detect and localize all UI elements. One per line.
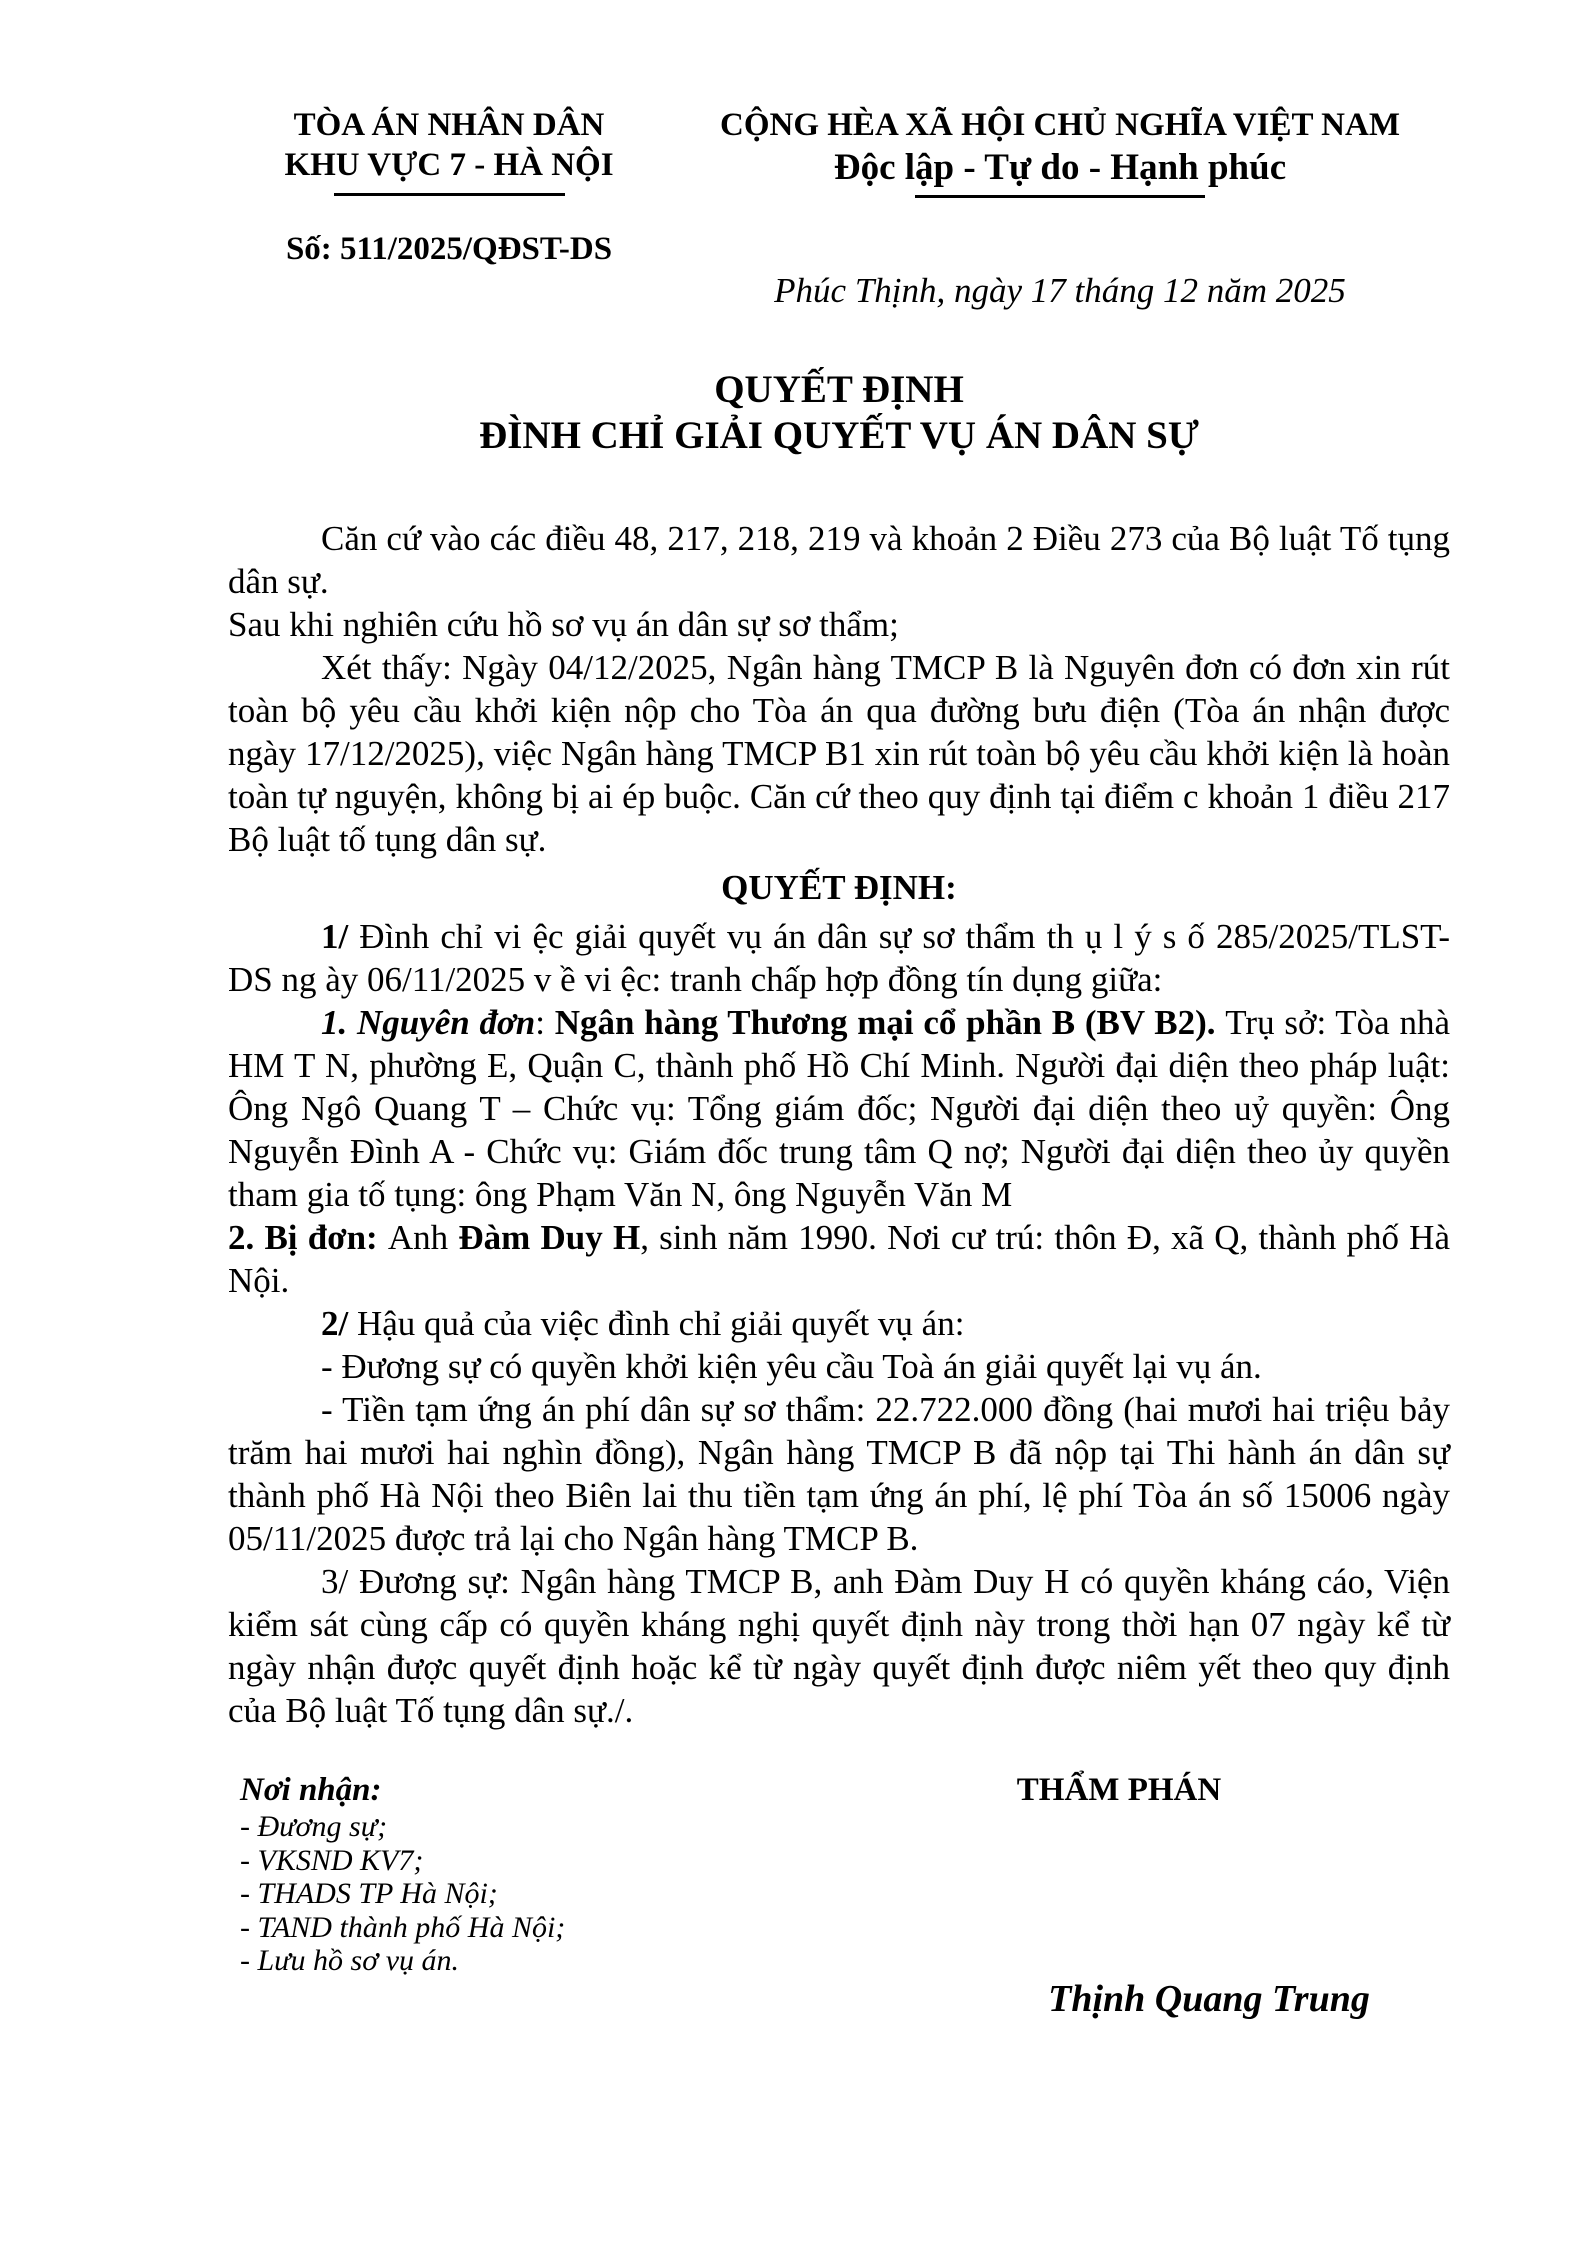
national-title: CỘNG HÈA XÃ HỘI CHỦ NGHĨA VIỆT NAM bbox=[720, 107, 1400, 143]
national-motto-block bbox=[670, 105, 1450, 269]
paragraph-right-to-sue: - Đương sự có quyền khởi kiện yêu cầu Toà án giải quyết lại vụ án. bbox=[321, 1347, 1262, 1386]
paragraph-finding: Xét thấy: Ngày 04/12/2025, Ngân hàng TMCP B là Nguyên đơn có đơn xin rút toàn bộ yêu cầu khởi kiện nộp cho Tòa án qua đường bưu điện (Tòa án nhận được ngày 17/12/2025), việc Ngân hàng TMCP B1 xin rút toàn bộ yêu cầu khởi kiện là hoàn toàn tự nguyện, không bị ai ép buộc. Căn cứ theo quy định tại điểm c khoản 1 điều 217 Bộ luật tố tụng dân sự. bbox=[228, 648, 1450, 859]
title-line1: QUYẾT ĐỊNH bbox=[714, 368, 964, 411]
plaintiff-colon: : bbox=[535, 1003, 555, 1042]
recipient-item: - TAND thành phố Hà Nội; bbox=[240, 1910, 566, 1944]
paragraph-review: Sau khi nghiên cứu hồ sơ vụ án dân sự sơ thẩm; bbox=[228, 605, 899, 644]
national-motto: Độc lập - Tự do - Hạnh phúc bbox=[833, 147, 1287, 188]
paragraph-appeal-rights: 3/ Đương sự: Ngân hàng TMCP B, anh Đàm Duy H có quyền kháng cáo, Viện kiểm sát cùng cấp có quyền kháng nghị quyết định này trong thời hạn 07 ngày kể từ ngày nhận được quyết định hoặc kể từ ngày quyết định được niêm yết theo quy định của Bộ luật Tố tụng dân sự./. bbox=[228, 1562, 1450, 1730]
decision-1-text: Đình chỉ vi ệc giải quyết vụ án dân sự sơ thẩm th ụ l ý s ố 285/2025/TLST-DS ng ày 06/11/2025 v ề vi ệc: tranh chấp hợp đồng tín dụng giữa: bbox=[228, 917, 1450, 999]
court-name-line2: KHU VỰC 7 - HÀ NỘI bbox=[284, 147, 614, 183]
document-body bbox=[228, 517, 1450, 1732]
recipients-block bbox=[228, 1770, 788, 2022]
document-footer bbox=[228, 1770, 1450, 2022]
paragraph-decision-1 bbox=[228, 915, 1450, 1001]
defendant-details: , sinh năm 1990. Nơi cư trú: thôn Đ, xã Q, thành phố Hà Nội. bbox=[228, 1218, 1450, 1300]
document-title bbox=[228, 367, 1450, 459]
recipient-item: - Đương sự; bbox=[240, 1810, 388, 1843]
recipients-label: Nơi nhận: bbox=[240, 1772, 382, 1808]
document-header bbox=[228, 105, 1450, 269]
decision-heading: QUYẾT ĐỊNH: bbox=[721, 868, 957, 907]
judge-title: THẨM PHÁN bbox=[1016, 1772, 1222, 1808]
court-block bbox=[228, 105, 670, 269]
judge-name: Thịnh Quang Trung bbox=[1048, 1978, 1370, 2020]
plaintiff-label: 1. Nguyên đơn bbox=[321, 1003, 536, 1042]
paragraph-legal-basis: Căn cứ vào các điều 48, 217, 218, 219 và khoản 2 Điều 273 của Bộ luật Tố tụng dân sự. bbox=[228, 519, 1450, 601]
motto-underline bbox=[915, 195, 1205, 198]
recipient-item: - THADS TP Hà Nội; bbox=[240, 1877, 498, 1910]
plaintiff-name: Ngân hàng Thương mại cổ phần B (BV B2). bbox=[554, 1003, 1226, 1042]
decision-2-number: 2/ bbox=[321, 1304, 349, 1343]
recipient-item: - Lưu hồ sơ vụ án. bbox=[240, 1944, 460, 1977]
decision-1-number: 1/ bbox=[321, 917, 349, 956]
decision-2-text: Hậu quả của việc đình chỉ giải quyết vụ án: bbox=[348, 1304, 965, 1343]
recipient-item: - VKSND KV7; bbox=[240, 1843, 424, 1877]
title-line2: ĐÌNH CHỈ GIẢI QUYẾT VỤ ÁN DÂN SỰ bbox=[479, 414, 1199, 457]
document-number: Số: 511/2025/QĐST-DS bbox=[285, 231, 613, 267]
court-name-line1: TÒA ÁN NHÂN DÂN bbox=[293, 107, 605, 143]
paragraph-fee-refund: - Tiền tạm ứng án phí dân sự sơ thẩm: 22.722.000 đồng (hai mươi hai triệu bảy trăm hai mươi hai nghìn đồng), Ngân hàng TMCP B đã nộp tại Thi hành án dân sự thành phố Hà Nội theo Biên lai thu tiền tạm ứng án phí, lệ phí Tòa án số 15006 ngày 05/11/2025 được trả lại cho Ngân hàng TMCP B. bbox=[228, 1390, 1450, 1558]
paragraph-decision-2 bbox=[228, 1302, 1450, 1345]
paragraph-defendant bbox=[228, 1216, 1450, 1302]
paragraph-plaintiff bbox=[228, 1001, 1450, 1216]
court-underline bbox=[334, 193, 565, 196]
place-date-line: Phúc Thịnh, ngày 17 tháng 12 năm 2025 bbox=[774, 271, 1346, 310]
defendant-pre: Anh bbox=[387, 1218, 459, 1257]
defendant-name: Đàm Duy H bbox=[458, 1218, 641, 1257]
plaintiff-details: Trụ sở: Tòa nhà HM T N, phường E, Quận C, thành phố Hồ Chí Minh. Người đại diện theo pháp luật: Ông Ngô Quang T – Chức vụ: Tổng giám đốc; Người đại diện theo uỷ quyền: Ông Nguyễn Đình A - Chức vụ: Giám đốc trung tâm Q nợ; Người đại diện theo ủy quyền tham gia tố tụng: ông Phạm Văn N, ông Nguyễn Văn M bbox=[228, 1003, 1450, 1214]
date-row bbox=[228, 269, 1450, 313]
signature-block bbox=[788, 1770, 1450, 2022]
defendant-label: 2. Bị đơn: bbox=[228, 1218, 388, 1257]
date-spacer bbox=[228, 269, 670, 313]
